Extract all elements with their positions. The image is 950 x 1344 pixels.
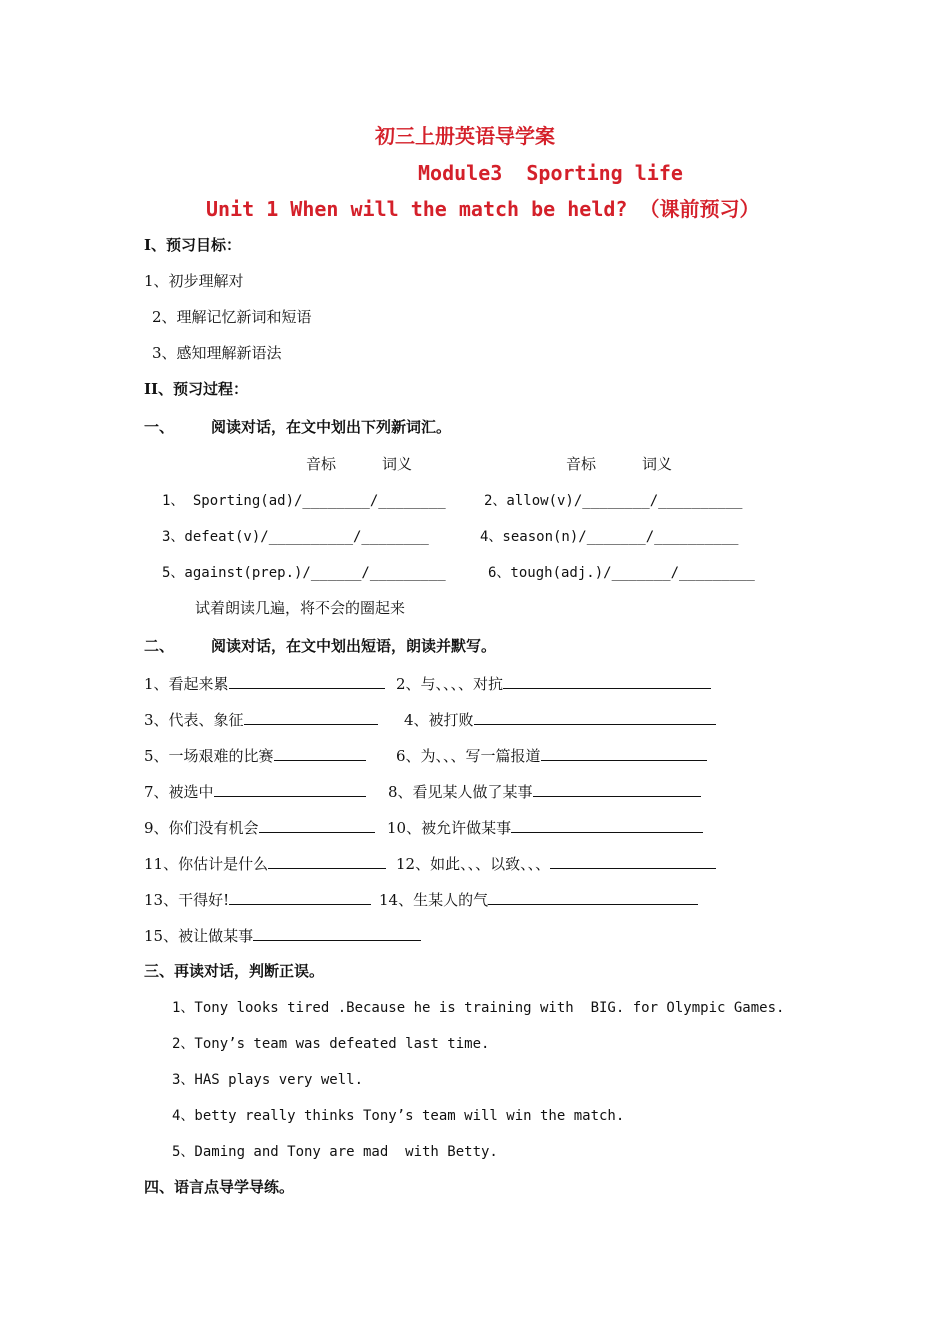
phrase-item: 1、看起来累 [144, 674, 385, 694]
col-label-meaning: 词义 [382, 455, 413, 473]
vocab-item: 3、defeat(v)/__________/________ [162, 529, 429, 545]
col-label-meaning: 词义 [642, 455, 673, 473]
phrase-item: 6、为、、、写一篇报道 [396, 746, 707, 766]
vocab-item: 2、allow(v)/________/__________ [484, 493, 743, 509]
phrase-item: 15、被让做某事 [144, 926, 421, 946]
true-false-item: 2、Tony’s team was defeated last time. [172, 1036, 490, 1052]
col-label-phonetic: 音标 [566, 455, 597, 473]
phrase-item: 12、如此、、、以致、、、 [396, 854, 716, 874]
part3-heading: 三、再读对话，判断正误。 [144, 962, 325, 980]
vocab-item: 4、season(n)/_______/__________ [480, 529, 739, 545]
true-false-item: 1、Tony looks tired .Because he is training with BIG. for Olympic Games. [172, 1000, 785, 1016]
phrase-item: 9、你们没有机会 [144, 818, 375, 838]
phrase-item: 7、被选中 [144, 782, 366, 802]
part2-heading: 阅读对话，在文中划出短语，朗读并默写。 [211, 637, 497, 655]
phrase-item: 2、与、、、、对抗 [396, 674, 711, 694]
vocab-item: 1、 Sporting(ad)/________/________ [162, 493, 446, 509]
phrase-item: 13、干得好! [144, 890, 371, 910]
phrase-item: 3、代表、象征 [144, 710, 378, 730]
part1-heading: 阅读对话，在文中划出下列新词汇。 [211, 418, 452, 436]
part4-heading: 四、语言点导学导练。 [144, 1178, 295, 1196]
goal-item: 3、感知理解新语法 [152, 344, 282, 362]
true-false-item: 3、HAS plays very well. [172, 1072, 364, 1088]
true-false-item: 4、betty really thinks Tony’s team will win the match. [172, 1108, 625, 1124]
phrase-item: 8、看见某人做了某事 [388, 782, 701, 802]
vocab-item: 5、against(prep.)/______/_________ [162, 565, 446, 581]
col-label-phonetic: 音标 [306, 455, 337, 473]
phrase-item: 14、生某人的气 [379, 890, 698, 910]
phrase-item: 4、被打败 [404, 710, 716, 730]
true-false-item: 5、Daming and Tony are mad with Betty. [172, 1144, 498, 1160]
goal-item: 2、理解记忆新词和短语 [152, 308, 312, 326]
goal-item: 1、初步理解对 [144, 272, 244, 290]
phrase-item: 10、被允许做某事 [387, 818, 703, 838]
part1-number: 一、 [144, 418, 175, 436]
phrase-item: 11、你估计是什么 [144, 854, 386, 874]
reading-note: 试着朗读几遍，将不会的圈起来 [195, 599, 406, 617]
unit-title: Unit 1 When will the match be held? （课前预习） [206, 197, 760, 221]
section-heading-goals: I、预习目标： [144, 236, 242, 254]
module-title: Module3 Sporting life [418, 161, 683, 185]
part2-number: 二、 [144, 637, 175, 655]
section-heading-process: II、预习过程： [144, 380, 249, 398]
vocab-item: 6、tough(adj.)/_______/_________ [488, 565, 755, 581]
phrase-item: 5、一场艰难的比赛 [144, 746, 366, 766]
page-title: 初三上册英语导学案 [375, 124, 555, 148]
